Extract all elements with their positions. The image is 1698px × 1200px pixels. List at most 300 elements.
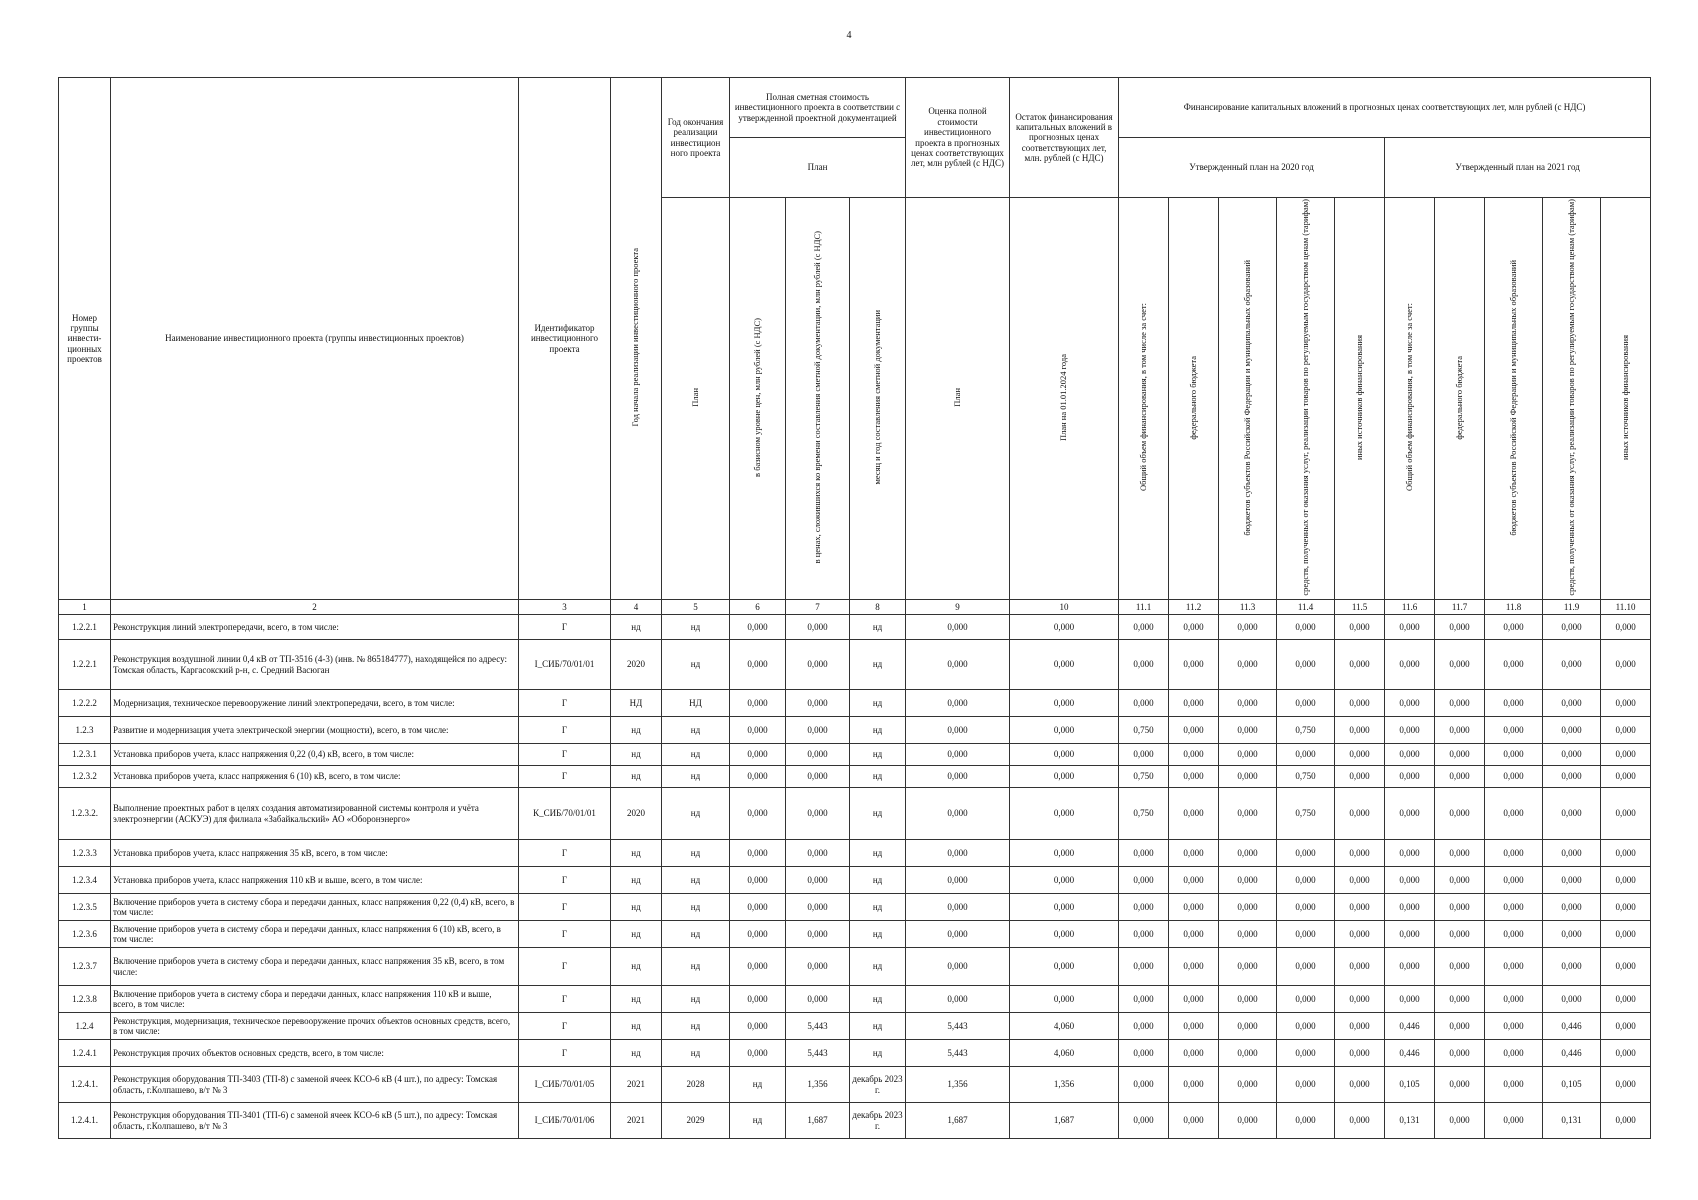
column-index-cell: 11.9 [1543, 600, 1601, 615]
financing-cell: 0,000 [1435, 766, 1485, 788]
row-number-cell: 1.2.3 [59, 717, 111, 744]
start-year-cell: нд [611, 921, 662, 948]
project-name-cell: Реконструкция прочих объектов основных средств, всего, в том числе: [111, 1040, 519, 1067]
financing-cell: 0,000 [1435, 921, 1485, 948]
financing-cell: 0,000 [1219, 1013, 1277, 1040]
project-name-cell: Включение приборов учета в систему сбора и передачи данных, класс напряжения 6 (10) кВ, всего, в том числе: [111, 921, 519, 948]
table-row [59, 1067, 1651, 1103]
row-number-cell: 1.2.4.1 [59, 1040, 111, 1067]
financing-cell: 0,000 [1119, 840, 1169, 867]
financing-cell: 0,000 [1169, 894, 1219, 921]
financing-cell: 0,750 [1277, 766, 1335, 788]
start-year-cell: 2020 [611, 640, 662, 690]
financing-cell: 0,000 [1543, 717, 1601, 744]
header-remaining-financing: Остаток финансирования капитальных вложений в прогнозных ценах соответствующих лет, млн. рублей (с НДС) [1010, 78, 1119, 198]
header-base-price: в базисном уровне цен, млн рублей (с НДС) [730, 198, 786, 600]
base-price-cell: 0,000 [730, 744, 786, 766]
forecast-cost-cell: 1,356 [906, 1067, 1010, 1103]
financing-cell: 0,000 [1169, 1013, 1219, 1040]
financing-cell: 0,000 [1277, 640, 1335, 690]
financing-cell: 0,000 [1277, 840, 1335, 867]
financing-cell: 0,000 [1119, 986, 1169, 1013]
financing-cell: 0,000 [1335, 921, 1385, 948]
financing-cell: 0,000 [1169, 1040, 1219, 1067]
financing-cell: 0,000 [1277, 1013, 1335, 1040]
financing-cell: 0,000 [1485, 717, 1543, 744]
header-full-cost-plan: План [730, 138, 906, 198]
financing-cell: 0,131 [1543, 1103, 1601, 1139]
remaining-financing-cell: 0,000 [1010, 948, 1119, 986]
end-year-cell: нд [662, 640, 730, 690]
financing-cell: 0,446 [1543, 1013, 1601, 1040]
forecast-cost-cell: 0,000 [906, 948, 1010, 986]
end-year-cell: нд [662, 986, 730, 1013]
end-year-cell: нд [662, 744, 730, 766]
header-2021-federal: федерального бюджета [1435, 198, 1485, 600]
financing-cell: 0,750 [1119, 717, 1169, 744]
table-row [59, 948, 1651, 986]
financing-cell: 0,000 [1219, 1103, 1277, 1139]
financing-cell: 0,000 [1435, 717, 1485, 744]
header-2020-tariff: средств, полученных от оказания услуг, реализации товаров по регулируемым государством ценам (тарифам) [1277, 198, 1335, 600]
forecast-cost-cell: 0,000 [906, 840, 1010, 867]
column-index-cell: 4 [611, 600, 662, 615]
header-2021-tariff: средств, полученных от оказания услуг, реализации товаров по регулируемым государством ценам (тарифам) [1543, 198, 1601, 600]
financing-cell: 0,000 [1385, 766, 1435, 788]
row-number-cell: 1.2.3.8 [59, 986, 111, 1013]
financing-cell: 0,000 [1485, 744, 1543, 766]
estimate-date-cell: нд [850, 717, 906, 744]
financing-cell: 0,000 [1435, 1067, 1485, 1103]
estimate-date-cell: нд [850, 894, 906, 921]
project-id-cell: Г [519, 1013, 611, 1040]
financing-cell: 0,000 [1119, 1103, 1169, 1139]
table-row [59, 1103, 1651, 1139]
column-index-cell: 5 [662, 600, 730, 615]
estimate-price-cell: 1,356 [786, 1067, 850, 1103]
base-price-cell: 0,000 [730, 1040, 786, 1067]
row-number-cell: 1.2.3.4 [59, 867, 111, 894]
estimate-date-cell: нд [850, 615, 906, 640]
financing-cell: 0,000 [1219, 766, 1277, 788]
forecast-cost-cell: 5,443 [906, 1013, 1010, 1040]
financing-cell: 0,000 [1485, 948, 1543, 986]
financing-cell: 0,000 [1543, 921, 1601, 948]
estimate-price-cell: 0,000 [786, 690, 850, 717]
financing-cell: 0,000 [1169, 615, 1219, 640]
estimate-date-cell: нд [850, 948, 906, 986]
table-row [59, 867, 1651, 894]
start-year-cell: нд [611, 840, 662, 867]
remaining-financing-cell: 0,000 [1010, 840, 1119, 867]
start-year-cell: нд [611, 1013, 662, 1040]
financing-cell: 0,000 [1435, 867, 1485, 894]
financing-cell: 0,000 [1485, 867, 1543, 894]
header-estimate-price: в ценах, сложившихся ко времени составления сметной документации, млн рублей (с НДС) [786, 198, 850, 600]
start-year-cell: нд [611, 1040, 662, 1067]
column-index-cell: 11.7 [1435, 600, 1485, 615]
financing-cell: 0,000 [1219, 744, 1277, 766]
table-row [59, 744, 1651, 766]
estimate-date-cell: декабрь 2023 г. [850, 1103, 906, 1139]
estimate-date-cell: нд [850, 766, 906, 788]
header-plan-2020: Утвержденный план на 2020 год [1119, 138, 1385, 198]
start-year-cell: нд [611, 717, 662, 744]
estimate-date-cell: нд [850, 640, 906, 690]
financing-cell: 0,000 [1169, 948, 1219, 986]
estimate-date-cell: нд [850, 921, 906, 948]
financing-cell: 0,000 [1435, 894, 1485, 921]
financing-cell: 0,000 [1277, 1067, 1335, 1103]
column-index-cell: 6 [730, 600, 786, 615]
financing-cell: 0,000 [1335, 948, 1385, 986]
base-price-cell: 0,000 [730, 986, 786, 1013]
row-number-cell: 1.2.4.1. [59, 1067, 111, 1103]
end-year-cell: нд [662, 921, 730, 948]
financing-cell: 0,000 [1335, 640, 1385, 690]
forecast-cost-cell: 0,000 [906, 986, 1010, 1013]
remaining-financing-cell: 4,060 [1010, 1013, 1119, 1040]
header-estimate-date: месяц и год составления сметной документации [850, 198, 906, 600]
start-year-cell: 2021 [611, 1067, 662, 1103]
column-index-cell: 3 [519, 600, 611, 615]
financing-cell: 0,000 [1601, 788, 1651, 840]
financing-cell: 0,000 [1601, 1067, 1651, 1103]
remaining-financing-cell: 0,000 [1010, 640, 1119, 690]
financing-cell: 0,000 [1169, 766, 1219, 788]
base-price-cell: 0,000 [730, 766, 786, 788]
financing-cell: 0,000 [1219, 788, 1277, 840]
financing-cell: 0,000 [1119, 690, 1169, 717]
base-price-cell: 0,000 [730, 894, 786, 921]
forecast-cost-cell: 0,000 [906, 744, 1010, 766]
table-row [59, 894, 1651, 921]
financing-cell: 0,000 [1277, 867, 1335, 894]
base-price-cell: 0,000 [730, 615, 786, 640]
start-year-cell: нд [611, 867, 662, 894]
project-name-cell: Включение приборов учета в систему сбора и передачи данных, класс напряжения 110 кВ и выше, всего, в том числе: [111, 986, 519, 1013]
financing-cell: 0,000 [1485, 840, 1543, 867]
financing-cell: 0,000 [1601, 840, 1651, 867]
base-price-cell: нд [730, 1067, 786, 1103]
forecast-cost-cell: 0,000 [906, 921, 1010, 948]
estimate-price-cell: 0,000 [786, 640, 850, 690]
project-name-cell: Установка приборов учета, класс напряжения 110 кВ и выше, всего, в том числе: [111, 867, 519, 894]
project-name-cell: Выполнение проектных работ в целях создания автоматизированной системы контроля и учёта электроэнергии (АСКУЭ) для филиала «Забайкальский» АО «Оборонэнерго» [111, 788, 519, 840]
estimate-price-cell: 0,000 [786, 867, 850, 894]
financing-cell: 0,000 [1601, 948, 1651, 986]
end-year-cell: 2029 [662, 1103, 730, 1139]
financing-cell: 0,000 [1601, 640, 1651, 690]
project-name-cell: Установка приборов учета, класс напряжения 35 кВ, всего, в том числе: [111, 840, 519, 867]
financing-cell: 0,000 [1335, 840, 1385, 867]
financing-cell: 0,750 [1277, 717, 1335, 744]
financing-cell: 0,000 [1335, 867, 1385, 894]
financing-cell: 0,000 [1219, 640, 1277, 690]
header-start-year: Год начала реализации инвестиционного проекта [611, 78, 662, 600]
financing-cell: 0,000 [1485, 921, 1543, 948]
project-id-cell: Г [519, 744, 611, 766]
estimate-date-cell: нд [850, 986, 906, 1013]
financing-cell: 0,000 [1543, 788, 1601, 840]
forecast-cost-cell: 1,687 [906, 1103, 1010, 1139]
end-year-cell: нд [662, 1040, 730, 1067]
project-id-cell: К_СИБ/70/01/01 [519, 788, 611, 840]
financing-cell: 0,000 [1543, 894, 1601, 921]
financing-cell: 0,000 [1277, 894, 1335, 921]
end-year-cell: НД [662, 690, 730, 717]
financing-cell: 0,000 [1335, 717, 1385, 744]
financing-cell: 0,000 [1435, 1040, 1485, 1067]
financing-cell: 0,000 [1169, 986, 1219, 1013]
row-number-cell: 1.2.4 [59, 1013, 111, 1040]
row-number-cell: 1.2.3.3 [59, 840, 111, 867]
financing-cell: 0,000 [1435, 744, 1485, 766]
financing-cell: 0,000 [1485, 1103, 1543, 1139]
financing-cell: 0,000 [1435, 1103, 1485, 1139]
end-year-cell: нд [662, 615, 730, 640]
financing-cell: 0,000 [1385, 615, 1435, 640]
header-2021-total: Общий объем финансирования, в том числе за счет: [1385, 198, 1435, 600]
financing-cell: 0,000 [1601, 1103, 1651, 1139]
financing-cell: 0,446 [1543, 1040, 1601, 1067]
financing-cell: 0,000 [1385, 986, 1435, 1013]
project-name-cell: Включение приборов учета в систему сбора и передачи данных, класс напряжения 35 кВ, всего, в том числе: [111, 948, 519, 986]
start-year-cell: нд [611, 986, 662, 1013]
remaining-financing-cell: 0,000 [1010, 717, 1119, 744]
financing-cell: 0,000 [1485, 1040, 1543, 1067]
financing-cell: 0,000 [1543, 640, 1601, 690]
column-index-cell: 10 [1010, 600, 1119, 615]
end-year-cell: нд [662, 788, 730, 840]
header-2020-federal: федерального бюджета [1169, 198, 1219, 600]
estimate-price-cell: 0,000 [786, 744, 850, 766]
financing-cell: 0,000 [1385, 894, 1435, 921]
financing-cell: 0,000 [1543, 948, 1601, 986]
financing-cell: 0,000 [1435, 690, 1485, 717]
investment-table [58, 77, 1651, 1139]
financing-cell: 0,750 [1119, 766, 1169, 788]
start-year-cell: нд [611, 894, 662, 921]
financing-cell: 0,000 [1435, 788, 1485, 840]
project-name-cell: Включение приборов учета в систему сбора и передачи данных, класс напряжения 0,22 (0,4) кВ, всего, в том числе: [111, 894, 519, 921]
header-forecast-cost: Оценка полной стоимости инвестиционного проекта в прогнозных ценах соответствующих лет, млн рублей (с НДС) [906, 78, 1010, 198]
financing-cell: 0,000 [1601, 690, 1651, 717]
table-row [59, 640, 1651, 690]
financing-cell: 0,000 [1119, 948, 1169, 986]
base-price-cell: 0,000 [730, 948, 786, 986]
financing-cell: 0,000 [1219, 840, 1277, 867]
financing-cell: 0,000 [1485, 615, 1543, 640]
financing-cell: 0,000 [1435, 840, 1485, 867]
estimate-price-cell: 0,000 [786, 986, 850, 1013]
end-year-cell: нд [662, 867, 730, 894]
financing-cell: 0,000 [1601, 744, 1651, 766]
table-row [59, 788, 1651, 840]
column-index-cell: 11.2 [1169, 600, 1219, 615]
row-number-cell: 1.2.3.5 [59, 894, 111, 921]
financing-cell: 0,000 [1543, 986, 1601, 1013]
estimate-date-cell: нд [850, 840, 906, 867]
financing-cell: 0,000 [1169, 1067, 1219, 1103]
end-year-cell: нд [662, 717, 730, 744]
financing-cell: 0,000 [1601, 1040, 1651, 1067]
estimate-price-cell: 5,443 [786, 1040, 850, 1067]
remaining-financing-cell: 4,060 [1010, 1040, 1119, 1067]
financing-cell: 0,000 [1119, 921, 1169, 948]
estimate-date-cell: нд [850, 788, 906, 840]
estimate-date-cell: нд [850, 744, 906, 766]
base-price-cell: 0,000 [730, 1013, 786, 1040]
column-index-cell: 11.1 [1119, 600, 1169, 615]
financing-cell: 0,000 [1169, 717, 1219, 744]
financing-cell: 0,000 [1277, 948, 1335, 986]
project-id-cell: Г [519, 921, 611, 948]
column-index-cell: 11.4 [1277, 600, 1335, 615]
financing-cell: 0,000 [1385, 867, 1435, 894]
column-index-cell: 8 [850, 600, 906, 615]
forecast-cost-cell: 0,000 [906, 788, 1010, 840]
financing-cell: 0,000 [1219, 986, 1277, 1013]
column-index-cell: 11.8 [1485, 600, 1543, 615]
end-year-cell: нд [662, 894, 730, 921]
project-name-cell: Развитие и модернизация учета электрической энергии (мощности), всего, в том числе: [111, 717, 519, 744]
remaining-financing-cell: 0,000 [1010, 615, 1119, 640]
row-number-cell: 1.2.3.2 [59, 766, 111, 788]
financing-cell: 0,000 [1385, 690, 1435, 717]
project-id-cell: Г [519, 766, 611, 788]
column-index-row [59, 600, 1651, 615]
financing-cell: 0,000 [1485, 894, 1543, 921]
financing-cell: 0,000 [1169, 690, 1219, 717]
financing-cell: 0,000 [1543, 867, 1601, 894]
remaining-financing-cell: 0,000 [1010, 788, 1119, 840]
financing-cell: 0,000 [1601, 894, 1651, 921]
table-row [59, 840, 1651, 867]
estimate-date-cell: нд [850, 867, 906, 894]
financing-cell: 0,000 [1335, 1013, 1385, 1040]
estimate-price-cell: 1,687 [786, 1103, 850, 1139]
estimate-price-cell: 0,000 [786, 894, 850, 921]
financing-cell: 0,000 [1119, 640, 1169, 690]
financing-cell: 0,131 [1385, 1103, 1435, 1139]
base-price-cell: 0,000 [730, 690, 786, 717]
estimate-price-cell: 5,443 [786, 1013, 850, 1040]
financing-cell: 0,000 [1435, 615, 1485, 640]
financing-cell: 0,000 [1335, 1040, 1385, 1067]
end-year-cell: 2028 [662, 1067, 730, 1103]
start-year-cell: НД [611, 690, 662, 717]
start-year-cell: нд [611, 766, 662, 788]
base-price-cell: 0,000 [730, 921, 786, 948]
header-2021-other: иных источников финансирования [1601, 198, 1651, 600]
header-financing: Финансирование капитальных вложений в прогнозных ценах соответствующих лет, млн рублей (с НДС) [1119, 78, 1651, 138]
financing-cell: 0,000 [1277, 1040, 1335, 1067]
financing-cell: 0,000 [1119, 867, 1169, 894]
financing-cell: 0,750 [1277, 788, 1335, 840]
financing-cell: 0,000 [1277, 744, 1335, 766]
financing-cell: 0,000 [1601, 986, 1651, 1013]
project-id-cell: I_СИБ/70/01/05 [519, 1067, 611, 1103]
financing-cell: 0,000 [1601, 867, 1651, 894]
header-group-number: Номер группы инвести- ционных проектов [59, 78, 111, 600]
financing-cell: 0,000 [1219, 948, 1277, 986]
column-index-cell: 11.3 [1219, 600, 1277, 615]
estimate-date-cell: нд [850, 690, 906, 717]
financing-cell: 0,105 [1385, 1067, 1435, 1103]
estimate-price-cell: 0,000 [786, 840, 850, 867]
remaining-financing-cell: 1,687 [1010, 1103, 1119, 1139]
financing-cell: 0,000 [1219, 615, 1277, 640]
financing-cell: 0,000 [1543, 690, 1601, 717]
remaining-financing-cell: 0,000 [1010, 921, 1119, 948]
financing-cell: 0,000 [1435, 986, 1485, 1013]
estimate-date-cell: нд [850, 1040, 906, 1067]
financing-cell: 0,000 [1485, 690, 1543, 717]
start-year-cell: 2021 [611, 1103, 662, 1139]
column-index-cell: 11.6 [1385, 600, 1435, 615]
column-index-cell: 9 [906, 600, 1010, 615]
row-number-cell: 1.2.3.1 [59, 744, 111, 766]
project-name-cell: Установка приборов учета, класс напряжения 6 (10) кВ, всего, в том числе: [111, 766, 519, 788]
base-price-cell: 0,000 [730, 840, 786, 867]
column-index-cell: 2 [111, 600, 519, 615]
start-year-cell: нд [611, 948, 662, 986]
header-2020-other: иных источников финансирования [1335, 198, 1385, 600]
financing-cell: 0,000 [1119, 615, 1169, 640]
project-id-cell: Г [519, 894, 611, 921]
header-project-id: Идентификатор инвестиционного проекта [519, 78, 611, 600]
table-row [59, 986, 1651, 1013]
project-id-cell: Г [519, 690, 611, 717]
financing-cell: 0,000 [1543, 766, 1601, 788]
forecast-cost-cell: 0,000 [906, 766, 1010, 788]
row-number-cell: 1.2.3.7 [59, 948, 111, 986]
project-name-cell: Модернизация, техническое перевооружение линий электропередачи, всего, в том числе: [111, 690, 519, 717]
financing-cell: 0,000 [1119, 1040, 1169, 1067]
financing-cell: 0,000 [1485, 766, 1543, 788]
financing-cell: 0,000 [1485, 640, 1543, 690]
header-plan-2021: Утвержденный план на 2021 год [1385, 138, 1651, 198]
financing-cell: 0,000 [1601, 717, 1651, 744]
project-id-cell: Г [519, 615, 611, 640]
header-2021-regional: бюджетов субъектов Российской Федерации и муниципальных образований [1485, 198, 1543, 600]
project-name-cell: Реконструкция линий электропередачи, всего, в том числе: [111, 615, 519, 640]
page-number: 4 [846, 30, 852, 41]
base-price-cell: нд [730, 1103, 786, 1139]
forecast-cost-cell: 0,000 [906, 894, 1010, 921]
project-name-cell: Установка приборов учета, класс напряжения 0,22 (0,4) кВ, всего, в том числе: [111, 744, 519, 766]
table-row [59, 690, 1651, 717]
remaining-financing-cell: 0,000 [1010, 690, 1119, 717]
forecast-cost-cell: 0,000 [906, 690, 1010, 717]
financing-cell: 0,750 [1119, 788, 1169, 840]
financing-cell: 0,000 [1385, 717, 1435, 744]
row-number-cell: 1.2.2.1 [59, 640, 111, 690]
financing-cell: 0,000 [1119, 1013, 1169, 1040]
base-price-cell: 0,000 [730, 717, 786, 744]
project-id-cell: I_СИБ/70/01/01 [519, 640, 611, 690]
financing-cell: 0,000 [1335, 744, 1385, 766]
financing-cell: 0,000 [1335, 894, 1385, 921]
financing-cell: 0,000 [1601, 766, 1651, 788]
financing-cell: 0,000 [1169, 921, 1219, 948]
financing-cell: 0,000 [1435, 1013, 1485, 1040]
financing-cell: 0,000 [1277, 921, 1335, 948]
end-year-cell: нд [662, 840, 730, 867]
financing-cell: 0,000 [1219, 894, 1277, 921]
forecast-cost-cell: 0,000 [906, 867, 1010, 894]
